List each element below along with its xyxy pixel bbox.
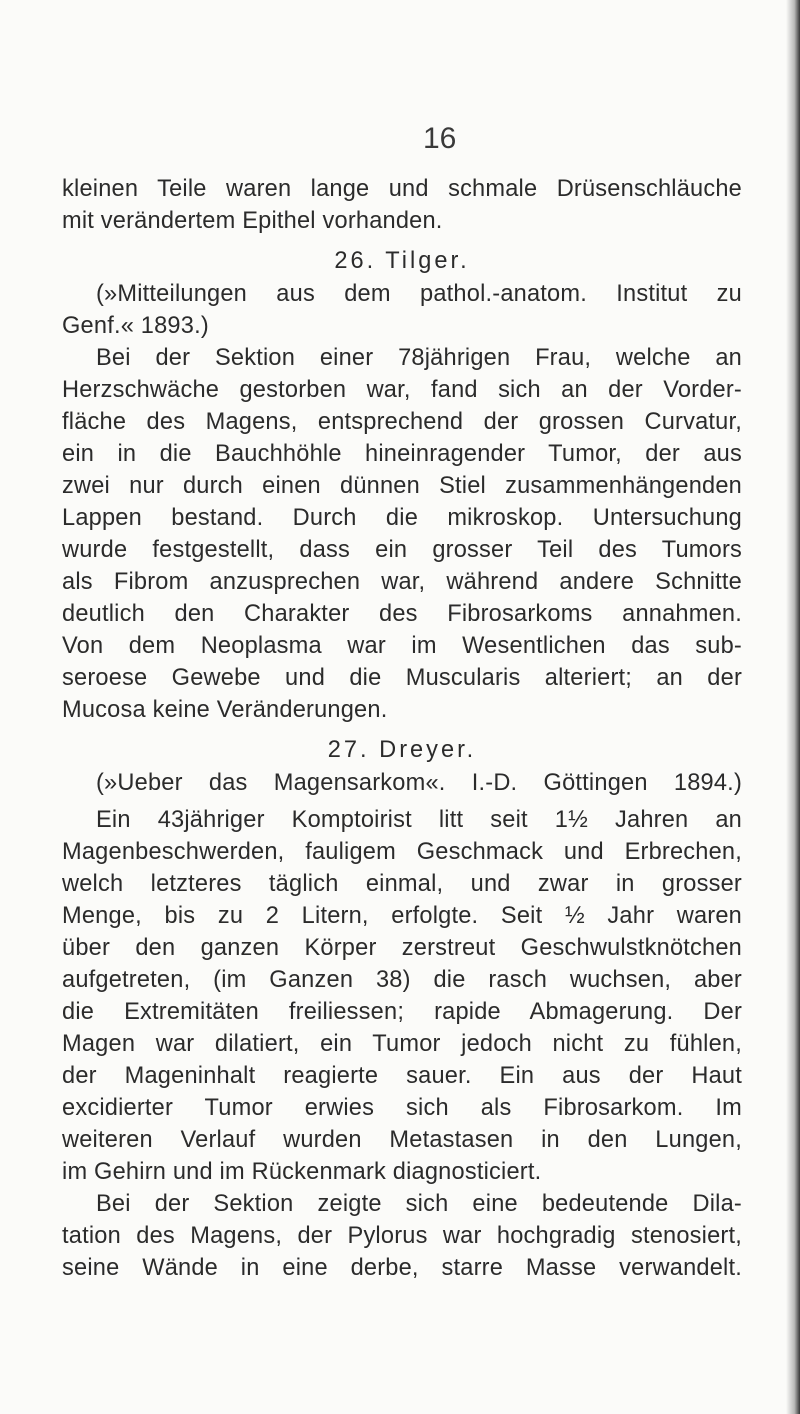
citation-line: Genf.« 1893.) [62, 313, 209, 339]
text-line: tation des Magens, der Pylorus war hochgradig stenosiert, [62, 1223, 742, 1249]
text-line: als Fibrom anzusprechen war, während andere Schnitte [62, 569, 742, 595]
text-line: zwei nur durch einen dünnen Stiel zusammenhängenden [62, 473, 742, 499]
page-number: 16 [423, 122, 457, 155]
text-line: mit verändertem Epithel vorhanden. [62, 208, 443, 234]
text-line: weiteren Verlauf wurden Metastasen in den Lungen, [62, 1127, 742, 1153]
text-line: Magenbeschwerden, fauligem Geschmack und Erbrechen, [62, 839, 742, 865]
text-line: fläche des Magens, entsprechend der grossen Curvatur, [62, 409, 742, 435]
text-line: Bei der Sektion einer 78jährigen Frau, welche an [96, 345, 742, 371]
text-line: seine Wände in eine derbe, starre Masse verwandelt. [62, 1255, 742, 1281]
section-heading: 27. Dreyer. [327, 737, 477, 763]
text-line: seroese Gewebe und die Muscularis alteriert; an der [62, 665, 742, 691]
text-line: ein in die Bauchhöhle hineinragender Tumor, der aus [62, 441, 742, 467]
text-line: aufgetreten, (im Ganzen 38) die rasch wuchsen, aber [62, 967, 742, 993]
text-line: welch letzteres täglich einmal, und zwar in grosser [62, 871, 742, 897]
text-line: Von dem Neoplasma war im Wesentlichen das sub- [62, 633, 742, 659]
section-heading: 26. Tilger. [334, 248, 470, 274]
text-line: im Gehirn und im Rückenmark diagnosticiert. [62, 1159, 542, 1185]
text-line: Mucosa keine Veränderungen. [62, 697, 388, 723]
text-line: die Extremitäten freiliessen; rapide Abmagerung. Der [62, 999, 742, 1025]
text-line: Ein 43jähriger Komptoirist litt seit 1½ Jahren an [96, 807, 742, 833]
text-line: Menge, bis zu 2 Litern, erfolgte. Seit ½ Jahr waren [62, 903, 742, 929]
text-line: Herzschwäche gestorben war, fand sich an der Vorder- [62, 377, 742, 403]
text-line: deutlich den Charakter des Fibrosarkoms annahmen. [62, 601, 742, 627]
text-line: der Mageninhalt reagierte sauer. Ein aus der Haut [62, 1063, 742, 1089]
text-line: Magen war dilatiert, ein Tumor jedoch nicht zu fühlen, [62, 1031, 742, 1057]
page-edge-shadow [786, 0, 800, 1414]
text-line: wurde festgestellt, dass ein grosser Teil des Tumors [62, 537, 742, 563]
text-line: über den ganzen Körper zerstreut Geschwulstknötchen [62, 935, 742, 961]
text-line: Bei der Sektion zeigte sich eine bedeutende Dila- [96, 1191, 742, 1217]
citation-line: (»Mitteilungen aus dem pathol.-anatom. Institut zu [96, 281, 742, 307]
citation-line: (»Ueber das Magensarkom«. I.-D. Göttingen 1894.) [96, 770, 742, 796]
body-text [62, 173, 742, 1284]
text-line: excidierter Tumor erwies sich als Fibrosarkom. Im [62, 1095, 742, 1121]
text-line: kleinen Teile waren lange und schmale Drüsenschläuche [62, 176, 742, 202]
text-line: Lappen bestand. Durch die mikroskop. Untersuchung [62, 505, 742, 531]
